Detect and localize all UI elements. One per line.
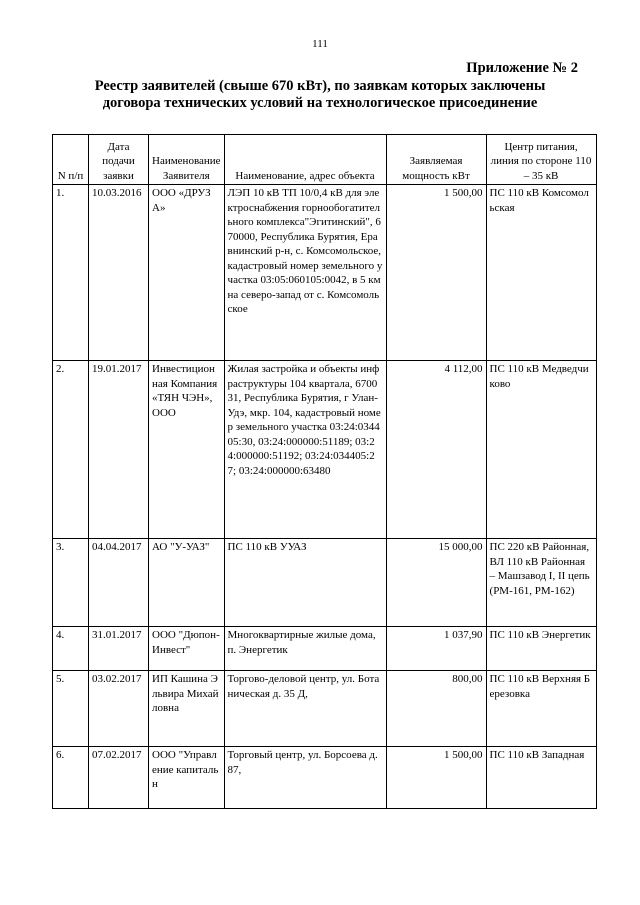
row-center: ПС 110 кВ Комсомольская (486, 185, 596, 361)
header-power: Заявляемая мощность кВт (386, 135, 486, 185)
row-num: 5. (53, 671, 89, 747)
row-object: Многоквартирные жилые дома, п. Энергетик (224, 627, 386, 671)
row-power: 1 037,90 (386, 627, 486, 671)
row-object: ЛЭП 10 кВ ТП 10/0,4 кВ для электроснабжения горнообогатительного комплекса"Эгитинский", 670000, Республика Бурятия, Еравнинский р-н, с. Комсомольское, кадастровый номер земельного участка 03:05:060105:0042, в 5 км на северо-запад от с. Комсомольское (224, 185, 386, 361)
table-row (53, 747, 597, 809)
row-applicant: ООО "Управление капитальн (149, 747, 225, 809)
row-center: ПС 110 кВ Западная (486, 747, 596, 809)
row-applicant: АО "У-УАЗ" (149, 539, 225, 627)
row-power: 4 112,00 (386, 361, 486, 539)
title-line-1: Реестр заявителей (свыше 670 кВт), по заявкам которых заключены (94, 78, 546, 94)
header-date: Дата подачи заявки (89, 135, 149, 185)
page-number: 111 (312, 38, 328, 50)
row-num: 1. (53, 185, 89, 361)
row-applicant: Инвестиционная Компания «ТЯН ЧЭН», ООО (149, 361, 225, 539)
table-row (53, 671, 597, 747)
row-applicant: ИП Кашина Эльвира Михайловна (149, 671, 225, 747)
row-object: Торговый центр, ул. Борсоева д.87, (224, 747, 386, 809)
row-date: 03.02.2017 (89, 671, 149, 747)
table-row (53, 539, 597, 627)
row-power: 1 500,00 (386, 747, 486, 809)
table-header-row (53, 135, 597, 185)
row-date: 04.04.2017 (89, 539, 149, 627)
row-center: ПС 110 кВ Верхняя Березовка (486, 671, 596, 747)
registry-table (52, 134, 597, 809)
row-power: 15 000,00 (386, 539, 486, 627)
row-power: 800,00 (386, 671, 486, 747)
row-object: Жилая застройка и объекты инфраструктуры 104 квартала, 670031, Республика Бурятия, г Улан-Удэ, мкр. 104, кадастровый номер земельного участка 03:24:034405:30, 03:24:000000:51189; 03:24:000000:51192; 03:24:034405:27; 03:24:000000:63480 (224, 361, 386, 539)
row-date: 31.01.2017 (89, 627, 149, 671)
document-title (60, 78, 580, 112)
row-date: 07.02.2017 (89, 747, 149, 809)
header-applicant: Наименование Заявителя (149, 135, 225, 185)
row-date: 19.01.2017 (89, 361, 149, 539)
row-center: ПС 220 кВ Районная, ВЛ 110 кВ Районная – Машзавод I, II цепь (РМ-161, РМ-162) (486, 539, 596, 627)
table-row (53, 361, 597, 539)
row-applicant: ООО "Дюпон-Инвест" (149, 627, 225, 671)
header-num: N п/п (53, 135, 89, 185)
table-row (53, 185, 597, 361)
row-num: 3. (53, 539, 89, 627)
row-date: 10.03.2016 (89, 185, 149, 361)
row-center: ПС 110 кВ Медведчиково (486, 361, 596, 539)
row-power: 1 500,00 (386, 185, 486, 361)
row-num: 6. (53, 747, 89, 809)
row-num: 4. (53, 627, 89, 671)
row-center: ПС 110 кВ Энергетик (486, 627, 596, 671)
table-row (53, 627, 597, 671)
header-object: Наименование, адрес объекта (224, 135, 386, 185)
title-line-2: договора технических условий на технологическое присоединение (102, 95, 538, 111)
appendix-label: Приложение № 2 (466, 60, 578, 76)
row-num: 2. (53, 361, 89, 539)
row-applicant: ООО «ДРУЗА» (149, 185, 225, 361)
row-object: Торгово-деловой центр, ул. Ботаническая д. 35 Д, (224, 671, 386, 747)
header-center: Центр питания, линия по стороне 110 – 35 кВ (486, 135, 596, 185)
row-object: ПС 110 кВ УУАЗ (224, 539, 386, 627)
